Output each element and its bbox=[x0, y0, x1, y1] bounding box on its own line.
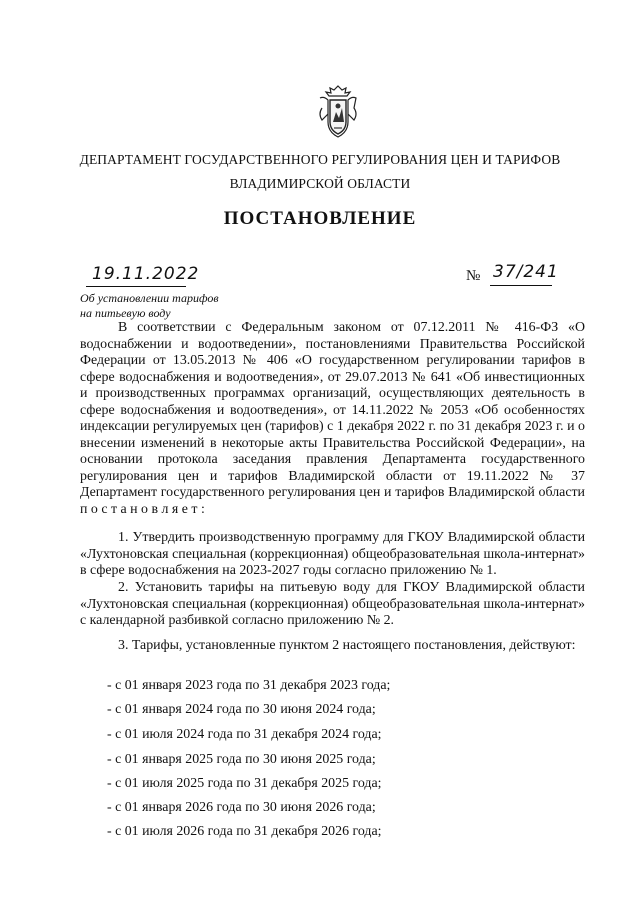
period-item: - с 01 июля 2025 года по 31 декабря 2025 года; bbox=[107, 776, 382, 791]
document-date: 19.11.2022 bbox=[92, 264, 200, 284]
period-item: - с 01 июля 2024 года по 31 декабря 2024 года; bbox=[107, 727, 382, 742]
period-item: - с 01 июля 2026 года по 31 декабря 2026 года; bbox=[107, 824, 382, 839]
clause-2: 2. Установить тарифы на питьевую воду для ГКОУ Владимирской области «Лухтоновская специальная (коррекционная) общеобразовательная школа-интернат» с календарной разбивкой согласно приложению № 2. bbox=[80, 580, 585, 628]
number-label: № bbox=[466, 268, 481, 284]
period-item: - с 01 января 2023 года по 31 декабря 2023 года; bbox=[107, 678, 391, 693]
department-region: ВЛАДИМИРСКОЙ ОБЛАСТИ bbox=[229, 176, 411, 191]
period-item: - с 01 января 2026 года по 30 июня 2026 года; bbox=[107, 800, 376, 815]
number-underline bbox=[490, 285, 552, 286]
document-number: 37/241 bbox=[493, 262, 559, 282]
period-item: - с 01 января 2024 года по 30 июня 2024 года; bbox=[107, 702, 376, 717]
department-name: ДЕПАРТАМЕНТ ГОСУДАРСТВЕННОГО РЕГУЛИРОВАНИЯ ЦЕН И ТАРИФОВ bbox=[79, 152, 561, 167]
subject-line: Об установлении тарифов bbox=[80, 291, 219, 305]
preamble-paragraph: В соответствии с Федеральным законом от 07.12.2011 № 416-ФЗ «О водоснабжении и водоотведении», постановлениями Правительства Российской Федерации от 13.05.2013 № 406 «О государственном регулировании тарифов в сфере водоснабжения и водоотведения», от 29.07.2013 № 641 «Об инвестиционных и производственных программах организаций, осуществляющих деятельность в сфере водоснабжения и водоотведения», от 14.11.2022 № 2053 «Об особенностях индексации регулируемых цен (тарифов) с 1 декабря 2022 г. по 31 декабря 2023 г. и о внесении изменений в некоторые акты Правительства Российской Федерации», на основании протокола заседания правления Департамента государственного регулирования цен и тарифов Владимирской области от 19.11.2022 № 37 Департамент государственного регулирования цен и тарифов Владимирской области п о с т а н о в л я е т : bbox=[80, 320, 585, 517]
subject-line: на питьевую воду bbox=[80, 306, 171, 320]
clause-3: 3. Тарифы, установленные пунктом 2 настоящего постановления, действуют: bbox=[118, 638, 576, 653]
period-item: - с 01 января 2025 года по 30 июня 2025 года; bbox=[107, 752, 376, 767]
date-underline bbox=[86, 286, 186, 287]
document-subject bbox=[80, 291, 280, 321]
document-title: ПОСТАНОВЛЕНИЕ bbox=[223, 208, 417, 229]
coat-of-arms-icon bbox=[314, 84, 362, 140]
clause-1: 1. Утвердить производственную программу для ГКОУ Владимирской области «Лухтоновская специальная (коррекционная) общеобразовательная школа-интернат» в сфере водоснабжения на 2023-2027 годы согласно приложению № 1. bbox=[80, 530, 585, 578]
